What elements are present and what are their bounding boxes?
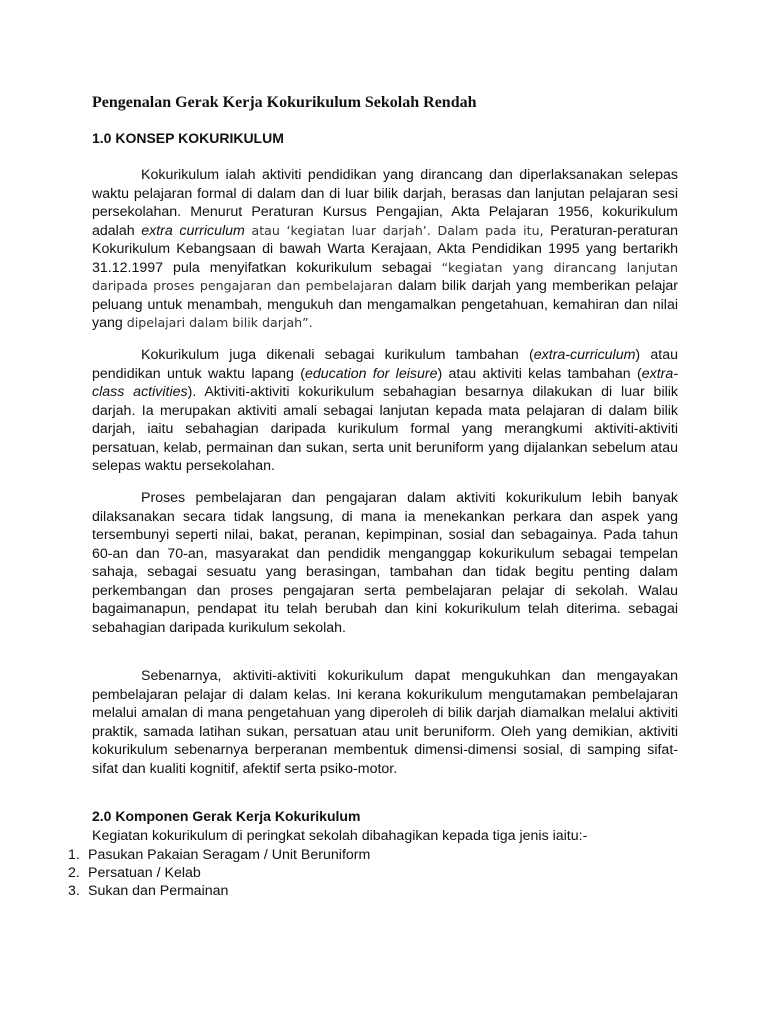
p2-text-c: ) atau aktiviti kelas tambahan ( <box>437 365 642 382</box>
p1-emphasis-extra-curriculum: extra curriculum <box>141 222 245 239</box>
p2-emphasis-extra-class-activities: extra-class activities <box>92 365 678 400</box>
list-number: 3. <box>68 883 80 899</box>
list-number: 2. <box>68 865 80 881</box>
list-text: Persatuan / Kelab <box>88 865 201 881</box>
paragraph-3: Proses pembelajaran dan pengajaran dalam aktiviti kokurikulum lebih banyak dilaksanakan secara tidak langsung, di mana ia menekankan perkara dan aspek yang tersembunyi seperti nilai, bakat, peranan, kepimpinan, sosial dan sebagainya. Pada tahun 60-an dan 70-an, masyarakat dan pendidik menganggap kokurikulum sebagai tempelan sahaja, sebagai sesuatu yang berasingan, tambahan dan tidak begitu penting dalam perkembangan dan proses pengajaran serta pembelajaran pelajar di sekolah. Walau bagaimanapun, pendapat itu telah berubah dan kini kokurikulum telah diterima. sebagai sebahagian daripada kurikulum sekolah. <box>92 490 678 636</box>
list-text: Pasukan Pakaian Seragam / Unit Beruniform <box>88 847 371 863</box>
p2-text-b: ) atau pendidikan untuk waktu lapang ( <box>92 347 679 382</box>
p1-text-a: Kokurikulum ialah aktiviti pendidikan yang dirancang dan diperlaksanakan selepas waktu pelajaran formal di dalam dan di luar bilik darjah, berasas dan lanjutan pelajaran sesi persekolahan. Menurut Peraturan Kursus Pengajian, Akta Pelajaran 1956, kokurikulum adalah <box>92 167 678 239</box>
p2-emphasis-extra-curriculum: extra-curriculum <box>533 347 636 363</box>
paragraph-1 <box>92 166 678 333</box>
list-item <box>68 864 370 882</box>
section-heading-konsep: 1.0 KONSEP KOKURIKULUM <box>92 130 284 146</box>
list-text: Sukan dan Permainan <box>88 883 229 899</box>
p1-text-b: atau ‘kegiatan luar darjah’. Dalam pada itu, <box>244 222 544 238</box>
p1-quote: “kegiatan yang dirancang lanjutan daripada proses pengajaran dan pembelajaran <box>92 259 678 293</box>
document-title: Pengenalan Gerak Kerja Kokurikulum Sekolah Rendah <box>92 94 477 111</box>
list-item <box>68 882 370 900</box>
component-list <box>68 846 370 900</box>
list-item <box>68 846 370 864</box>
p1-quote-end: dipelajari dalam bilik darjah”. <box>126 315 313 330</box>
p1-text-e: dalam bilik darjah yang memberikan pelajar peluang untuk menambah, mengukuh dan mengamalkan pengetahuan, kemahiran dan nilai yang <box>92 278 679 331</box>
p1-text-c: Peraturan-peraturan Kokurikulum Kebangsaan di bawah Warta Kerajaan, Akta Pendidikan 1995 yang bertarikh 31.12.1997 pula menyifatkan kokurikulum sebagai <box>92 222 678 276</box>
list-number: 1. <box>68 847 80 863</box>
p2-text-a: Kokurikulum juga dikenali sebagai kurikulum tambahan ( <box>141 347 534 363</box>
paragraph-2 <box>92 346 678 476</box>
p2-emphasis-education-for-leisure: education for leisure <box>304 365 438 382</box>
section-intro: Kegiatan kokurikulum di peringkat sekolah dibahagikan kepada tiga jenis iaitu:- <box>92 828 588 844</box>
section-heading-komponen: 2.0 Komponen Gerak Kerja Kokurikulum <box>92 808 361 824</box>
p2-text-d: ). Aktiviti-aktiviti kokurikulum sebahagian besarnya dilakukan di luar bilik darjah. Ia merupakan aktiviti amali sebagai lanjutan kepada mata pelajaran di dalam bilik darjah, iaitu sebahagian daripada kurikulum formal yang merangkumi aktiviti-aktiviti persatuan, kelab, permainan dan sukan, serta unit beruniform yang dijalankan sebelum atau selepas waktu persekolahan. <box>92 384 678 474</box>
paragraph-4: Sebenarnya, aktiviti-aktiviti kokurikulum dapat mengukuhkan dan mengayakan pembelajaran pelajar di dalam kelas. Ini kerana kokurikulum mengutamakan pembelajaran melalui amalan di mana pengetahuan yang diperoleh di bilik darjah diamalkan melalui aktiviti praktik, samada latihan sukan, persatuan atau unit beruniform. Oleh yang demikian, aktiviti kokurikulum sebenarnya berperanan membentuk dimensi-dimensi sosial, di samping sifat-sifat dan kualiti kognitif, afektif serta psiko-motor. <box>92 668 678 777</box>
